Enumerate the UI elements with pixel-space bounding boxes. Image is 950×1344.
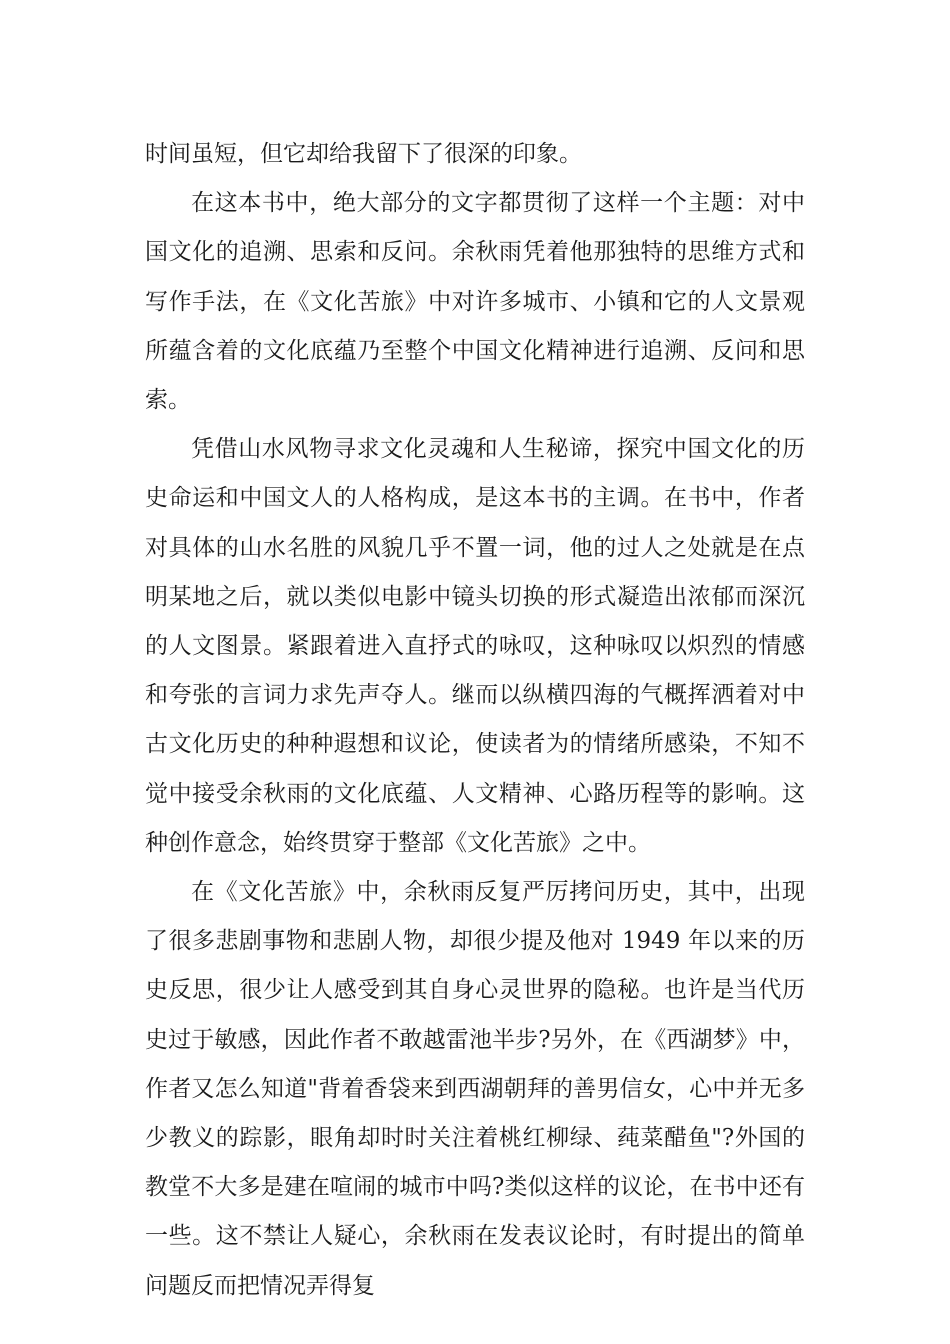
document-body [145, 130, 805, 1311]
paragraph-continuation: 时间虽短，但它却给我留下了很深的印象。 [145, 141, 582, 167]
paragraph-theme: 在这本书中，绝大部分的文字都贯彻了这样一个主题：对中国文化的追溯、思索和反问。余秋雨凭着他那独特的思维方式和写作手法，在《文化苦旅》中对许多城市、小镇和它的人文景观所蕴含着的文化底蕴乃至整个中国文化精神进行追溯、反问和思索。 [145, 190, 805, 414]
paragraph-main-tone: 凭借山水风物寻求文化灵魂和人生秘谛，探究中国文化的历史命运和中国文人的人格构成，是这本书的主调。在书中，作者对具体的山水名胜的风貌几乎不置一词，他的过人之处就是在点明某地之后，就以类似电影中镜头切换的形式凝造出浓郁而深沉的人文图景。紧跟着进入直抒式的咏叹，这种咏叹以炽烈的情感和夸张的言词力求先声夺人。继而以纵横四海的气概挥洒着对中古文化历史的种种遐想和议论，使读者为的情绪所感染，不知不觉中接受余秋雨的文化底蕴、人文精神、心路历程等的影响。这种创作意念，始终贯穿于整部《文化苦旅》之中。 [145, 436, 805, 856]
paragraph-critique: 在《文化苦旅》中，余秋雨反复严厉拷问历史，其中，出现了很多悲剧事物和悲剧人物，却很少提及他对 1949 年以来的历史反思，很少让人感受到其自身心灵世界的隐秘。也许是当代历史过于敏感，因此作者不敢越雷池半步?另外，在《西湖梦》中，作者又怎么知道"背着香袋来到西湖朝拜的善男信女，心中并无多少教义的踪影，眼角却时时关注着桃红柳绿、莼菜醋鱼"?外国的教堂不大多是建在喧闹的城市中吗?类似这样的议论，在书中还有一些。这不禁让人疑心，余秋雨在发表议论时，有时提出的简单问题反而把情况弄得复 [145, 879, 805, 1299]
